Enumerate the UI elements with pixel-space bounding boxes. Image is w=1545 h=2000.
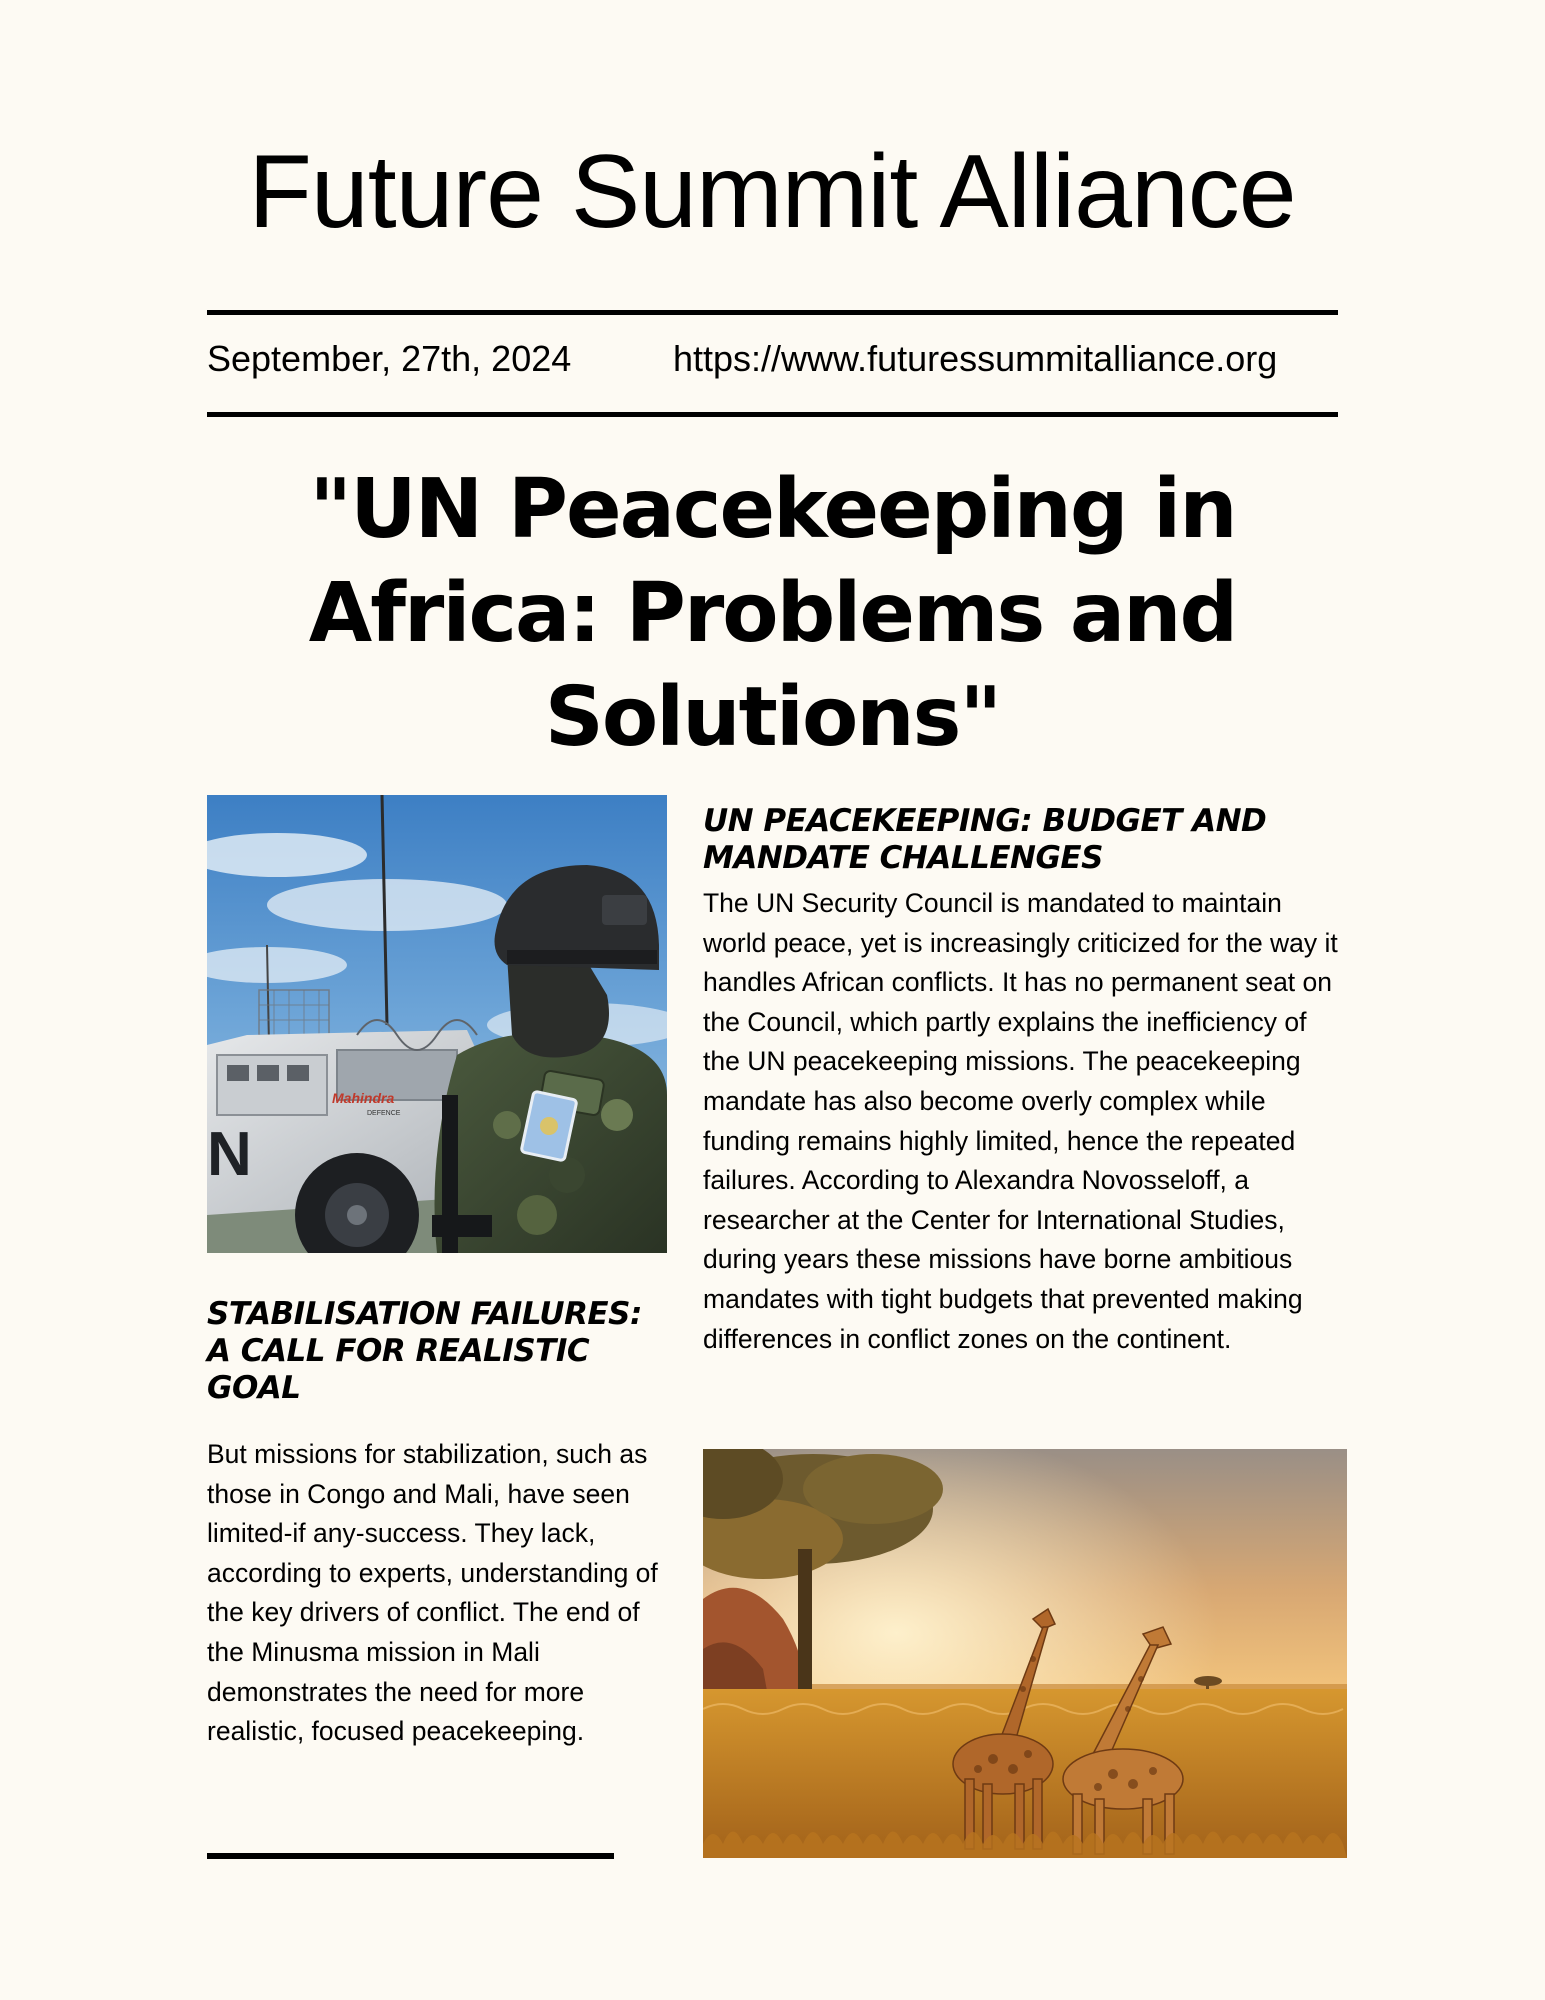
section-body-stabilisation: But missions for stabilization, such as those in Congo and Mali, have seen limited-if any-success. They lack, according to experts, understanding of the key drivers of conflict. The end of the Minusma mission in Mali demonstrates the need for more realistic, focused peacekeeping.: [207, 1439, 658, 1747]
publication-title: Future Summit Alliance: [248, 134, 1296, 250]
savanna-giraffes-photo: [703, 1449, 1347, 1858]
section-body-budget: The UN Security Council is mandated to maintain world peace, yet is increasingly criticized for the way it handles African conflicts. It has no permanent seat on the Council, which partly explains the inefficiency of the UN peacekeeping missions. The peacekeeping mandate has also become overly complex while funding remains highly limited, hence the repeated failures. According to Alexandra Novosseloff, a researcher at the Center for International Studies, during years these missions have borne ambitious mandates with tight budgets that prevented making differences in conflict zones on the continent.: [703, 888, 1338, 1354]
article-end-rule: [207, 1853, 614, 1859]
peacekeeper-soldier-photo: [207, 795, 667, 1253]
masthead-top-rule: [207, 310, 1338, 315]
section-title-budget: UN PEACEKEEPING: BUDGET AND MANDATE CHALLENGES: [703, 803, 1267, 876]
truck-brand: Mahindra: [332, 1090, 395, 1106]
article-headline: "UN Peacekeeping in Africa: Problems and Solutions": [308, 462, 1237, 765]
masthead-bottom-rule: [207, 412, 1338, 417]
section-title-stabilisation: STABILISATION FAILURES: A CALL FOR REALISTIC GOAL: [207, 1296, 642, 1406]
truck-letter: N: [207, 1120, 252, 1189]
truck-brand-sub: DEFENCE: [367, 1110, 401, 1117]
issue-date: September, 27th, 2024: [207, 338, 572, 379]
website-url[interactable]: https://www.futuressummitalliance.org: [673, 338, 1278, 379]
